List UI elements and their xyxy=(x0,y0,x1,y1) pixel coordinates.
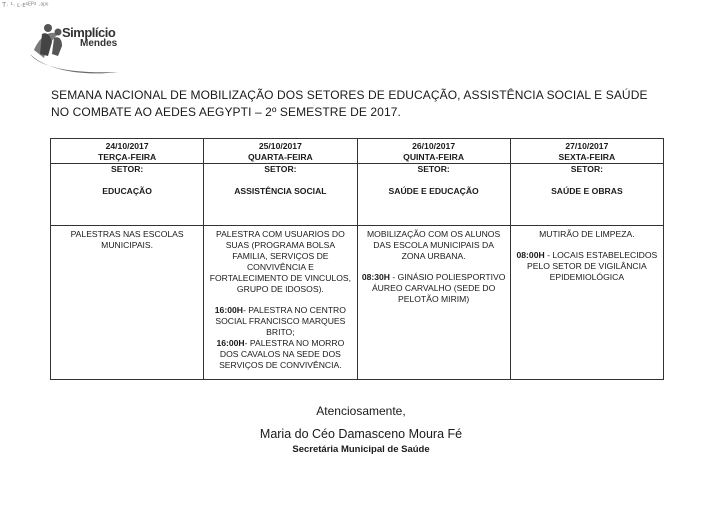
day-date: 24/10/2017 xyxy=(105,141,149,151)
activity-text: - LOCAIS ESTABELECIDOS PELO SETOR DE VIGILÂNCIA EPIDEMIOLÓGICA xyxy=(527,250,658,282)
handwritten-mark: T· ¹· ʟ·ᴇ¹ᴱᴾ³ ·ᵃᵖᵉ xyxy=(2,2,49,9)
signer-role: Secretária Municipal de Saúde xyxy=(292,444,430,455)
schedule-table xyxy=(50,138,664,380)
activity-text: PALESTRA COM USUARIOS DO SUAS (PROGRAMA BOLSA FAMILIA, SERVIÇOS DE CONVIVÊNCIA E FORTALECIMENTO DE VINCULOS, GRUPO DE IDOSOS). xyxy=(209,229,352,294)
activity-item xyxy=(208,338,352,371)
day-weekday: SEXTA-FEIRA xyxy=(558,152,616,162)
day-header xyxy=(51,139,204,164)
activity-cell xyxy=(204,226,357,380)
activity-text: MUTIRÃO DE LIMPEZA. xyxy=(539,229,635,239)
activity-text: - PALESTRA NO CENTRO SOCIAL FRANCISCO MARQUES BRITO; xyxy=(215,305,346,337)
sector-value: SAÚDE E EDUCAÇÃO xyxy=(388,186,479,196)
activity-time: 16:00H xyxy=(216,338,245,348)
activity-item xyxy=(208,305,352,338)
day-header xyxy=(357,139,510,164)
sector-label: SETOR: xyxy=(110,164,144,174)
activity-item xyxy=(362,272,506,305)
sector-cell xyxy=(357,164,510,226)
sector-cell xyxy=(51,164,204,226)
activity-cell xyxy=(510,226,663,380)
activity-text: - PALESTRA NO MORRO DOS CAVALOS NA SEDE DOS SERVIÇOS DE CONVIVÊNCIA. xyxy=(219,338,345,370)
logo-line-2: Mendes xyxy=(80,38,118,49)
closing-salutation: Atenciosamente, xyxy=(316,404,406,418)
sector-cell xyxy=(204,164,357,226)
day-header xyxy=(510,139,663,164)
sector-value: EDUCAÇÃO xyxy=(102,186,152,196)
activity-text: MOBILIZAÇÃO COM OS ALUNOS DAS ESCOLA MUNICIPAIS DA ZONA URBANA. xyxy=(367,229,501,261)
activity-time: 16:00H xyxy=(214,305,243,315)
day-weekday: QUARTA-FEIRA xyxy=(247,152,313,162)
sector-label: SETOR: xyxy=(417,164,450,174)
activities-row xyxy=(51,226,664,380)
activity-item xyxy=(515,250,659,283)
day-weekday: QUINTA-FEIRA xyxy=(403,152,465,162)
activity-text: PALESTRAS NAS ESCOLAS MUNICIPAIS. xyxy=(70,229,184,250)
date-header-row xyxy=(51,139,664,164)
sector-value: SAÚDE E OBRAS xyxy=(551,186,623,196)
sector-row xyxy=(51,164,664,226)
logo-line-1: Simplício xyxy=(62,25,116,40)
day-weekday: TERÇA-FEIRA xyxy=(98,152,157,162)
document-title: SEMANA NACIONAL DE MOBILIZAÇÃO DOS SETORES DE EDUCAÇÃO, ASSISTÊNCIA SOCIAL E SAÚDE NO COMBATE AO AEDES AEGYPTI – 2º SEMESTRE DE 2017. xyxy=(51,88,648,119)
sector-label: SETOR: xyxy=(264,164,297,174)
day-date: 27/10/2017 xyxy=(565,141,609,151)
sector-cell xyxy=(510,164,663,226)
activity-cell xyxy=(51,226,204,380)
activity-time: 08:00H xyxy=(516,250,545,260)
sector-label: SETOR: xyxy=(570,164,604,174)
activity-time: 08:30H xyxy=(361,272,390,282)
sector-value: ASSISTÊNCIA SOCIAL xyxy=(234,186,327,196)
day-date: 26/10/2017 xyxy=(412,141,456,151)
activity-text: - GINÁSIO POLIESPORTIVO ÁUREO CARVALHO (SEDE DO PELOTÃO MIRIM) xyxy=(371,272,506,304)
day-header xyxy=(204,139,357,164)
day-date: 25/10/2017 xyxy=(258,141,302,151)
activity-cell xyxy=(357,226,510,380)
signer-name: Maria do Céo Damasceno Moura Fé xyxy=(259,427,463,441)
